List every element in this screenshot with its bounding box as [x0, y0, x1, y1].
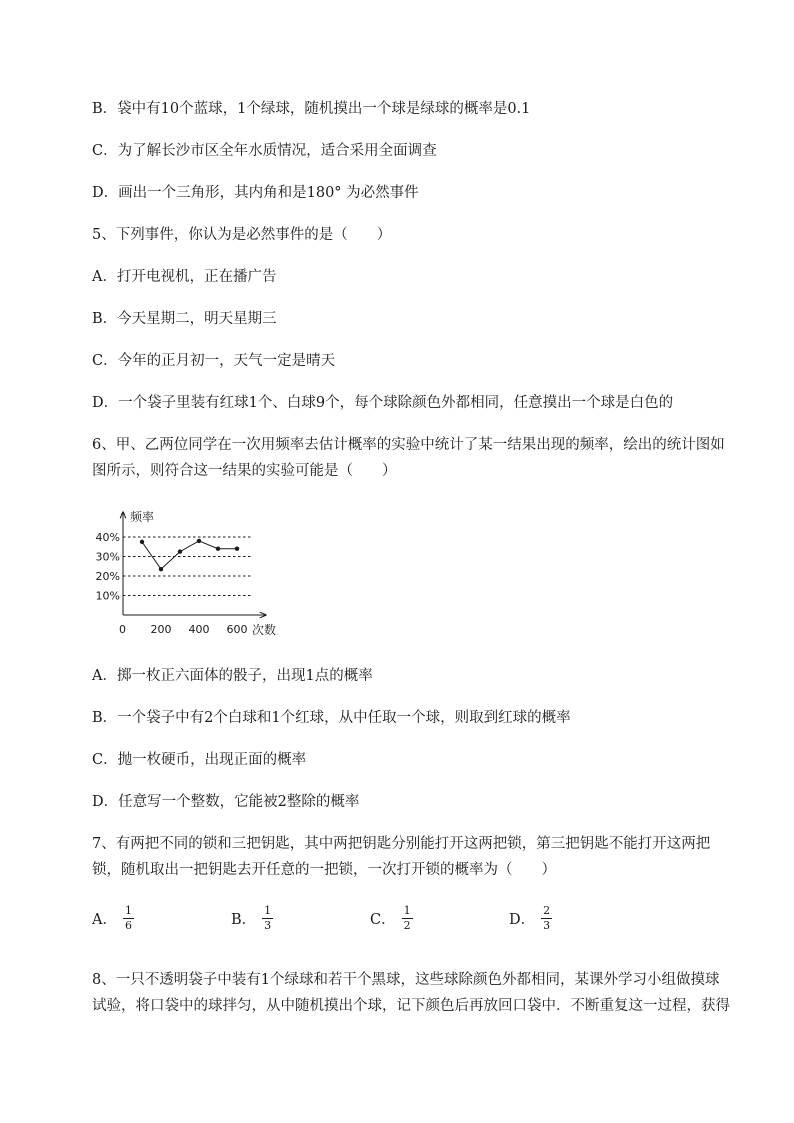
data-point — [140, 540, 144, 544]
data-point — [216, 547, 220, 551]
q7-option-c — [370, 905, 413, 932]
numerator: 1 — [264, 904, 272, 917]
question-8-line-2: 试验，将口袋中的球拌匀，从中随机摸出个球，记下颜色后再放回口袋中．不断重复这一过程，获得 — [92, 998, 730, 1014]
denominator: 3 — [264, 919, 272, 932]
question-5: 5、下列事件，你认为是必然事件的是（ ） — [92, 227, 392, 243]
y-axis-label: 频率 — [130, 510, 155, 524]
q5-option-a: A．打开电视机，正在播广告 — [92, 269, 277, 285]
q7-option-b — [231, 905, 273, 932]
q7-option-d — [509, 905, 552, 932]
q5-option-b: B．今天星期二，明天星期三 — [92, 311, 277, 327]
option-label: D． — [509, 912, 536, 928]
q6-option-c: C．抛一枚硬币，出现正面的概率 — [92, 752, 307, 768]
question-7-line-2: 锁，随机取出一把钥匙去开任意的一把锁，一次打开锁的概率为（ ） — [92, 862, 556, 878]
question-7-line-1: 7、有两把不同的锁和三把钥匙，其中两把钥匙分别能打开这两把锁，第三把钥匙不能打开这两把 — [92, 836, 711, 852]
denominator: 3 — [543, 919, 551, 932]
numerator: 1 — [124, 904, 132, 917]
denominator: 6 — [124, 919, 132, 932]
option-label: B． — [231, 912, 257, 928]
option-label: A． — [92, 912, 117, 928]
question-6-line-1: 6、甲、乙两位同学在一次用频率去估计概率的实验中统计了某一结果出现的频率，绘出的统计图如 — [92, 437, 725, 453]
y-tick-label: 10% — [95, 589, 120, 603]
data-point — [235, 547, 239, 551]
numerator: 2 — [543, 904, 551, 917]
y-tick-label: 30% — [95, 550, 120, 564]
q5-option-d: D．一个袋子里装有红球1个、白球9个，每个球除颜色外都相同，任意摸出一个球是白色的 — [92, 395, 674, 411]
x-tick-label: 600 — [226, 623, 248, 636]
q4-option-b: B．袋中有10个蓝球，1个绿球，随机摸出一个球是绿球的概率是0.1 — [92, 101, 531, 117]
origin-label: 0 — [119, 623, 126, 636]
q6-option-d: D．任意写一个整数，它能被2整除的概率 — [92, 794, 360, 810]
q4-option-c: C．为了解长沙市区全年水质情况，适合采用全面调查 — [92, 143, 437, 159]
fraction — [541, 905, 552, 932]
q7-option-a — [92, 905, 134, 932]
y-tick-label: 20% — [95, 570, 120, 583]
fraction — [123, 905, 134, 932]
x-tick-label: 400 — [188, 623, 210, 636]
x-tick-label: 200 — [150, 623, 172, 636]
fraction — [262, 905, 273, 932]
data-point — [159, 567, 163, 571]
q6-option-a: A．掷一枚正六面体的骰子，出现1点的概率 — [92, 668, 373, 684]
x-axis-label: 次数 — [252, 623, 277, 637]
y-tick-label: 40% — [95, 531, 120, 544]
q6-option-b: B．一个袋子中有2个白球和1个红球，从中任取一个球，则取到红球的概率 — [92, 710, 571, 726]
series-line — [142, 541, 237, 569]
data-point — [178, 549, 182, 553]
denominator: 2 — [403, 919, 411, 932]
question-8-line-1: 8、一只不透明袋子中装有1个绿球和若干个黑球，这些球除颜色外都相同，某课外学习小组做摸球 — [92, 972, 720, 988]
q5-option-c: C．今年的正月初一，天气一定是晴天 — [92, 353, 336, 369]
q4-option-d: D．画出一个三角形，其内角和是180° 为必然事件 — [92, 185, 419, 201]
fraction — [402, 905, 413, 932]
data-point — [197, 539, 201, 543]
frequency-chart — [80, 500, 300, 640]
option-label: C． — [370, 912, 396, 928]
numerator: 1 — [403, 904, 411, 917]
question-6-line-2: 图所示，则符合这一结果的实验可能是（ ） — [92, 463, 397, 479]
grid-lines — [123, 537, 251, 596]
